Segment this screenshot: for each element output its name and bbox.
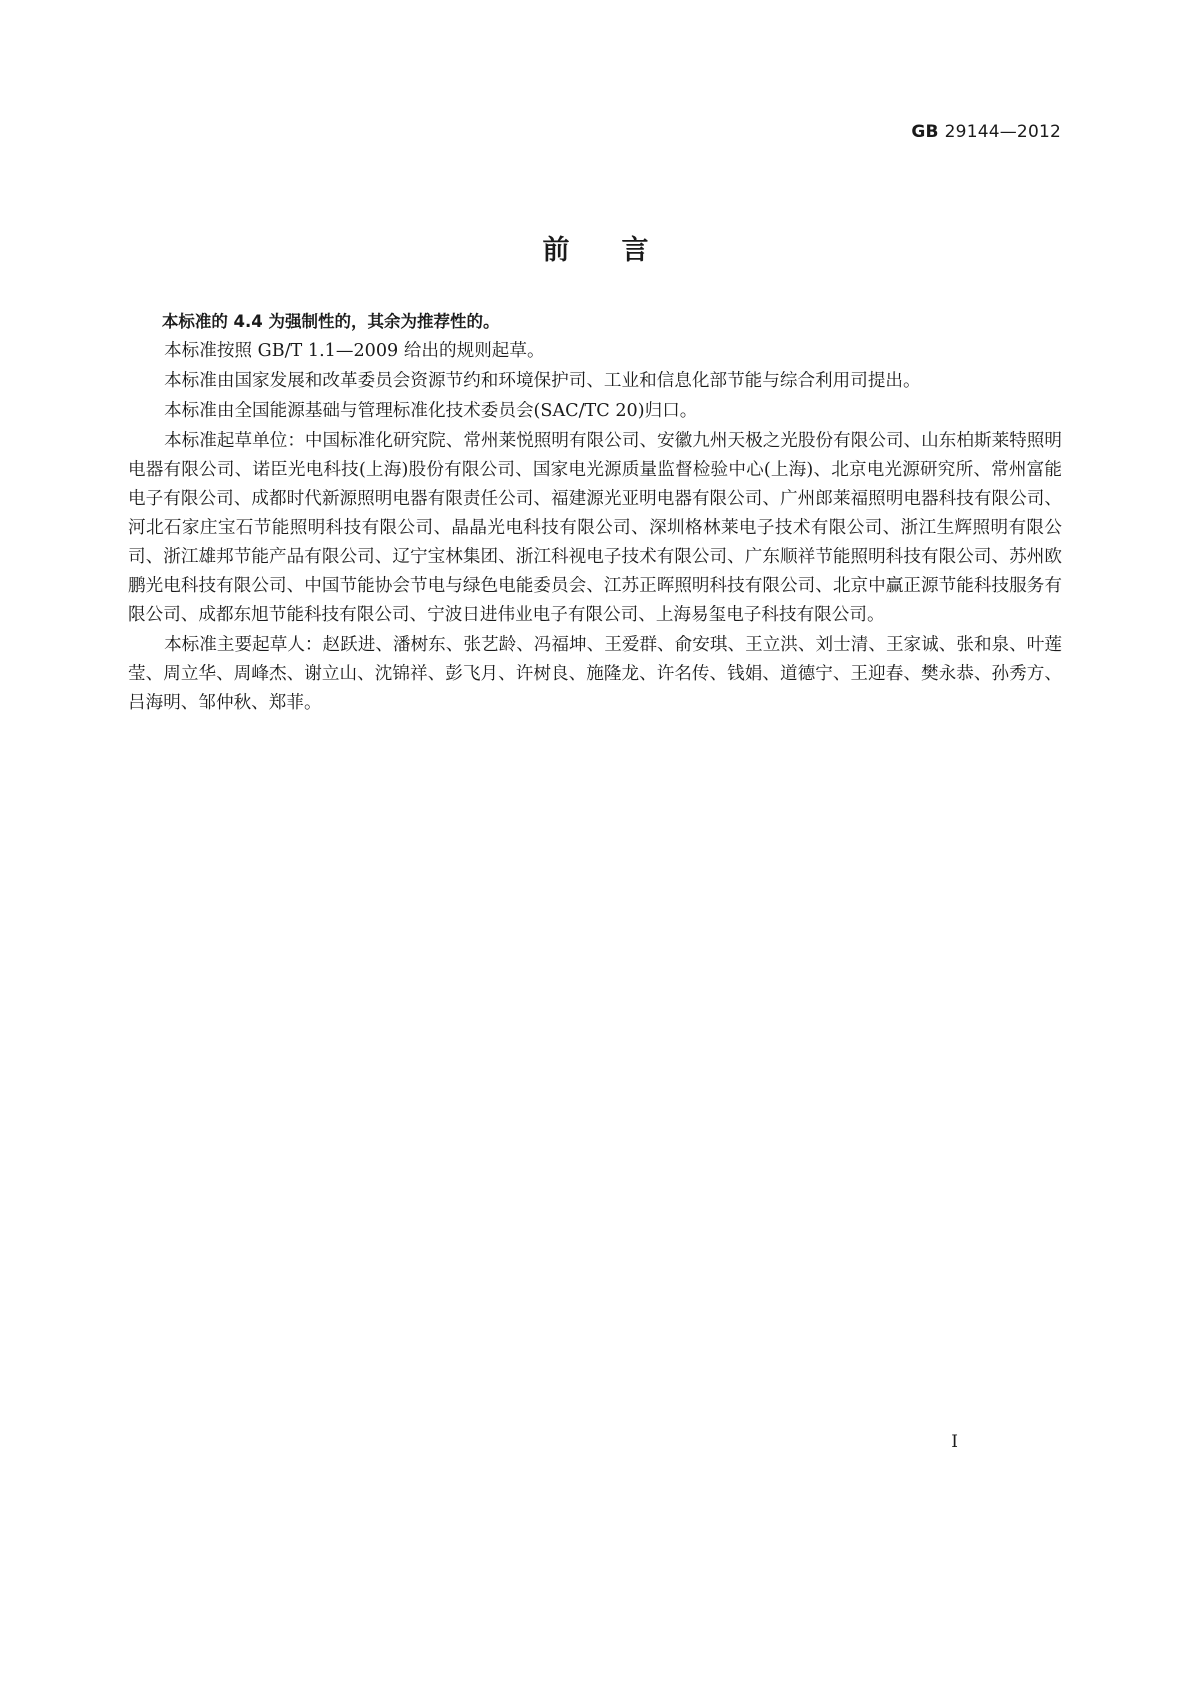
standard-number: 29144—2012 (944, 122, 1061, 142)
drafting-rules-paragraph: 本标准按照 GB/T 1.1—2009 给出的规则起草。 (164, 341, 545, 361)
drafting-units-paragraph: 本标准起草单位：中国标准化研究院、常州莱悦照明有限公司、安徽九州天极之光股份有限公司、山东柏斯莱特照明电器有限公司、诺臣光电科技(上海)股份有限公司、国家电光源质量监督检验中心(上海)、北京电光源研究所、常州富能电子有限公司、成都时代新源照明电器有限责任公司、福建源光亚明电器有限公司、广州郎莱福照明电器科技有限公司、河北石家庄宝石节能照明科技有限公司、晶晶光电科技有限公司、深圳格林莱电子技术有限公司、浙江生辉照明有限公司、浙江雄邦节能产品有限公司、辽宁宝林集团、浙江科视电子技术有限公司、广东顺祥节能照明科技有限公司、苏州欧鹏光电科技有限公司、中国节能协会节电与绿色电能委员会、江苏正晖照明科技有限公司、北京中赢正源节能科技服务有限公司、成都东旭节能科技有限公司、宁波日进伟业电子有限公司、上海易玺电子科技有限公司。 (128, 431, 1062, 625)
committee-paragraph: 本标准由全国能源基础与管理标准化技术委员会(SAC/TC 20)归口。 (164, 401, 698, 421)
proposer-paragraph: 本标准由国家发展和改革委员会资源节约和环境保护司、工业和信息化部节能与综合利用司提出。 (164, 371, 921, 391)
mandatory-clause-statement: 本标准的 4.4 为强制性的，其余为推荐性的。 (161, 312, 500, 331)
page-title: 前言 (542, 235, 701, 266)
drafters-paragraph: 本标准主要起草人：赵跃进、潘树东、张艺龄、冯福坤、王爱群、俞安琪、王立洪、刘士清、王家诚、张和泉、叶莲莹、周立华、周峰杰、谢立山、沈锦祥、彭飞月、许树良、施隆龙、许名传、钱娟、道德宁、王迎春、樊永恭、孙秀方、吕海明、邹仲秋、郑菲。 (128, 635, 1062, 713)
document-header (911, 122, 1061, 142)
standard-prefix: GB (911, 122, 939, 142)
page-number: I (951, 1432, 958, 1452)
preface-body (128, 307, 1062, 719)
